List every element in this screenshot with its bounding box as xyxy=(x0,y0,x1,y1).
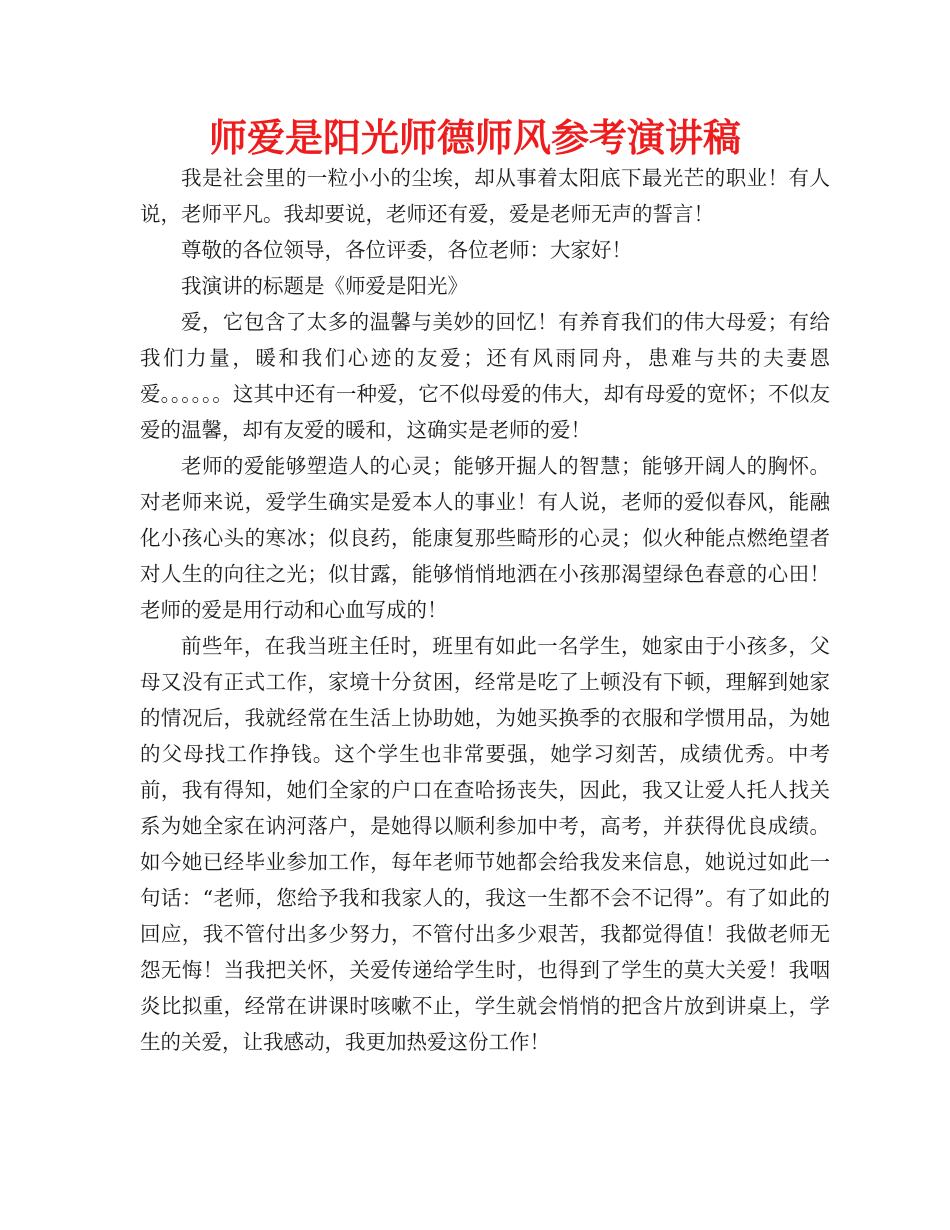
document-body xyxy=(140,160,830,1060)
paragraph-love: 爱，它包含了太多的温馨与美妙的回忆！有养育我们的伟大母爱；有给我们力量，暖和我们心迹的友爱；还有风雨同舟，患难与共的夫妻恩爱。。。。。。这其中还有一种爱，它不似母爱的伟大，却有母爱的宽怀；不似友爱的温馨，却有友爱的暖和，这确实是老师的爱！ xyxy=(140,310,830,442)
paragraph-intro: 我是社会里的一粒小小的尘埃，却从事着太阳底下最光芒的职业！有人说，老师平凡。我却要说，老师还有爱，爱是老师无声的誓言！ xyxy=(140,166,830,226)
paragraph-story: 前些年，在我当班主任时，班里有如此一名学生，她家由于小孩多，父母又没有正式工作，家境十分贫困，经常是吃了上顿没有下顿，理解到她家的情况后，我就经常在生活上协助她，为她买换季的衣服和学惯用品，为她的父母找工作挣钱。这个学生也非常要强，她学习刻苦，成绩优秀。中考前，我有得知，她们全家的户口在查哈扬丧失，因此，我又让爱人托人找关系为她全家在讷河落户，是她得以顺利参加中考，高考，并获得优良成绩。如今她已经毕业参加工作，每年老师节她都会给我发来信息，她说过如此一句话：“老师，您给予我和我家人的，我这一生都不会不记得”。有了如此的回应，我不管付出多少努力，不管付出多少艰苦，我都觉得值！我做老师无怨无悔！当我把关怀，关爱传递给学生时，也得到了学生的莫大关爱！我咽炎比拟重，经常在讲课时咳嗽不止，学生就会悄悄的把含片放到讲桌上，学生的关爱，让我感动，我更加热爱这份工作！ xyxy=(140,634,830,1054)
paragraph-greeting: 尊敬的各位领导，各位评委，各位老师：大家好！ xyxy=(181,238,632,262)
page-title: 师爱是阳光师德师风参考演讲稿 xyxy=(208,116,741,160)
paragraph-topic: 我演讲的标题是《师爱是阳光》 xyxy=(181,274,468,298)
paragraph-teacher-love: 老师的爱能够塑造人的心灵；能够开掘人的智慧；能够开阔人的胸怀。对老师来说，爱学生确实是爱本人的事业！有人说，老师的爱似春风，能融化小孩心头的寒冰；似良药，能康复那些畸形的心灵；似火种能点燃绝望者对人生的向往之光；似甘露，能够悄悄地洒在小孩那渴望绿色春意的心田！老师的爱是用行动和心血写成的！ xyxy=(140,454,830,622)
